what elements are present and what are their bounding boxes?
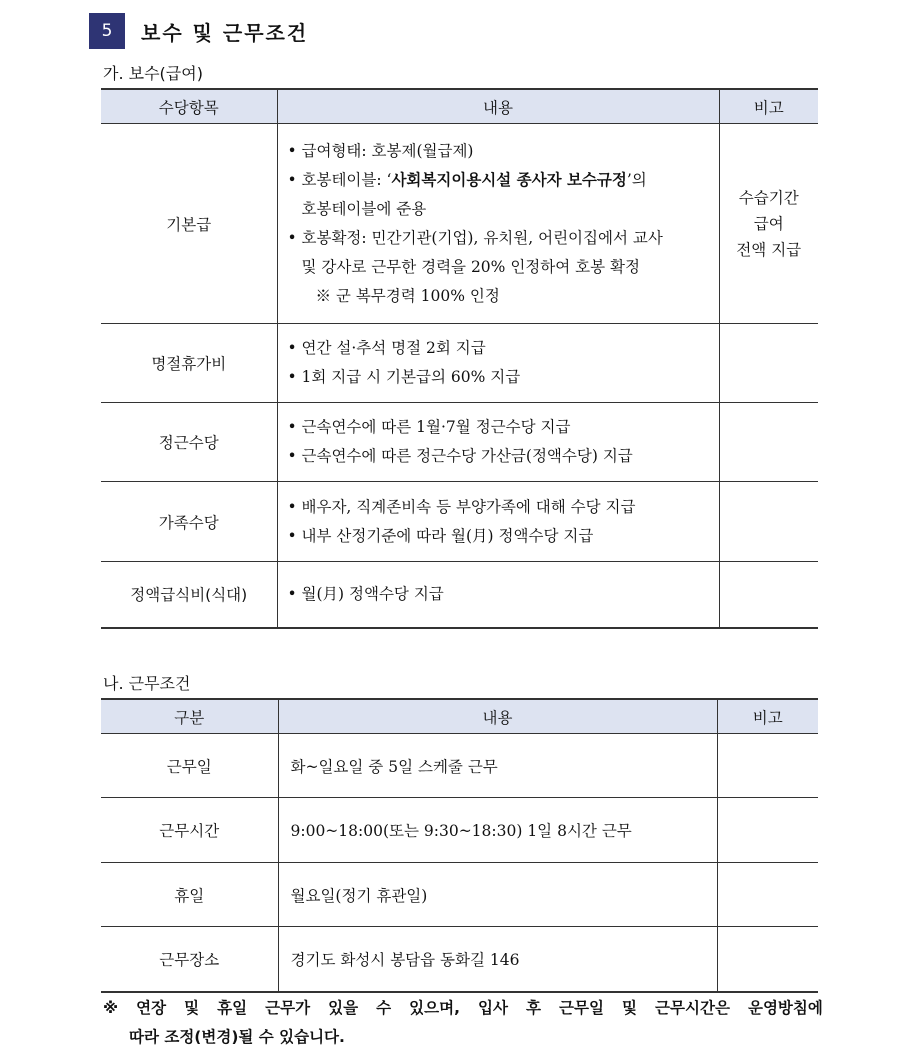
row-item: 휴일 bbox=[101, 863, 278, 927]
col-header-content: 내용 bbox=[277, 89, 719, 124]
row-content bbox=[277, 562, 719, 628]
table-row bbox=[101, 403, 818, 482]
bullet-icon: • bbox=[287, 170, 297, 189]
bullet-icon: • bbox=[287, 228, 297, 247]
work-table bbox=[101, 698, 818, 993]
row-content: 경기도 화성시 봉담읍 동화길 146 bbox=[278, 927, 717, 992]
section-number-badge: 5 bbox=[89, 13, 125, 49]
bullet-line: • 내부 산정기준에 따라 월(月) 정액수당 지급 bbox=[288, 522, 713, 551]
row-note bbox=[717, 863, 818, 927]
footnote-line-2: 따라 조정(변경)될 수 있습니다. bbox=[129, 1028, 345, 1046]
footnote bbox=[103, 994, 823, 1052]
row-note bbox=[717, 927, 818, 992]
row-note bbox=[719, 403, 818, 482]
row-note bbox=[719, 482, 818, 562]
row-item: 명절휴가비 bbox=[101, 324, 277, 403]
bullet-line: • 근속연수에 따른 정근수당 가산금(정액수당) 지급 bbox=[288, 442, 713, 471]
table-row bbox=[101, 734, 818, 798]
bullet-icon: • bbox=[287, 418, 297, 436]
row-item: 가족수당 bbox=[101, 482, 277, 562]
bullet-line: • 근속연수에 따른 1월·7월 정근수당 지급 bbox=[288, 413, 713, 442]
bullet-line: • 연간 설·추석 명절 2회 지급 bbox=[288, 334, 713, 363]
table-row bbox=[101, 562, 818, 628]
col-header-content: 내용 bbox=[278, 699, 717, 734]
pay-table-header bbox=[101, 89, 818, 124]
row-item: 정액급식비(식대) bbox=[101, 562, 277, 628]
col-header-item: 수당항목 bbox=[101, 89, 277, 124]
reference-mark: ※ bbox=[103, 999, 119, 1017]
row-content: 9:00~18:00(또는 9:30~18:30) 1일 8시간 근무 bbox=[278, 798, 717, 863]
continuation-line: 및 강사로 근무한 경력을 20% 인정하여 호봉 확정 bbox=[301, 257, 640, 276]
col-header-note: 비고 bbox=[719, 89, 818, 124]
bullet-icon: • bbox=[287, 447, 297, 465]
row-item: 근무장소 bbox=[101, 927, 278, 992]
bullet-line: • 월(月) 정액수당 지급 bbox=[288, 580, 713, 609]
row-note bbox=[717, 734, 818, 798]
bullet-icon: • bbox=[287, 339, 297, 357]
bullet-line: • 호봉확정: 민간기관(기업), 유치원, 어린이집에서 교사 bbox=[288, 224, 713, 253]
row-item: 근무시간 bbox=[101, 798, 278, 863]
bullet-icon: • bbox=[287, 141, 297, 160]
row-note: 수습기간 급여 전액 지급 bbox=[719, 124, 818, 324]
continuation-line: 호봉테이블에 준용 bbox=[301, 199, 427, 218]
bullet-icon: • bbox=[287, 497, 297, 516]
bullet-line: • 배우자, 직계존비속 등 부양가족에 대해 수당 지급 bbox=[288, 493, 713, 522]
col-header-category: 구분 bbox=[101, 699, 278, 734]
reference-note: ※ 군 복무경력 100% 인정 bbox=[315, 286, 500, 305]
bullet-line: • 급여형태: 호봉제(월급제) bbox=[288, 137, 713, 166]
row-item: 정근수당 bbox=[101, 403, 277, 482]
row-item: 근무일 bbox=[101, 734, 278, 798]
pay-heading: 가. 보수(급여) bbox=[103, 64, 203, 83]
row-content bbox=[277, 482, 719, 562]
bullet-line: • 호봉테이블: ‘사회복지이용시설 종사자 보수규정’의 bbox=[288, 166, 713, 195]
row-content: 월요일(정기 휴관일) bbox=[278, 863, 717, 927]
bullet-icon: • bbox=[287, 584, 297, 603]
bullet-line: • 1회 지급 시 기본급의 60% 지급 bbox=[288, 363, 713, 392]
table-row bbox=[101, 482, 818, 562]
regulation-name: 사회복지이용시설 종사자 보수규정 bbox=[391, 170, 627, 189]
row-note bbox=[719, 324, 818, 403]
table-row bbox=[101, 124, 818, 324]
row-content: 화~일요일 중 5일 스케줄 근무 bbox=[278, 734, 717, 798]
row-note bbox=[719, 562, 818, 628]
bullet-icon: • bbox=[287, 526, 297, 545]
bullet-icon: • bbox=[287, 368, 297, 386]
work-heading: 나. 근무조건 bbox=[103, 674, 191, 693]
section-title: 보수 및 근무조건 bbox=[141, 20, 309, 45]
pay-table bbox=[101, 88, 818, 629]
table-row bbox=[101, 927, 818, 992]
section-header bbox=[89, 13, 308, 49]
table-row bbox=[101, 798, 818, 863]
row-content bbox=[277, 324, 719, 403]
row-note bbox=[717, 798, 818, 863]
work-table-header bbox=[101, 699, 818, 734]
table-row bbox=[101, 324, 818, 403]
table-row bbox=[101, 863, 818, 927]
col-header-note: 비고 bbox=[717, 699, 818, 734]
row-content bbox=[277, 124, 719, 324]
row-item: 기본급 bbox=[101, 124, 277, 324]
footnote-line-1: ※ 연장 및 휴일 근무가 있을 수 있으며, 입사 후 근무일 및 근무시간은 운영방침에 bbox=[103, 994, 823, 1023]
row-content bbox=[277, 403, 719, 482]
